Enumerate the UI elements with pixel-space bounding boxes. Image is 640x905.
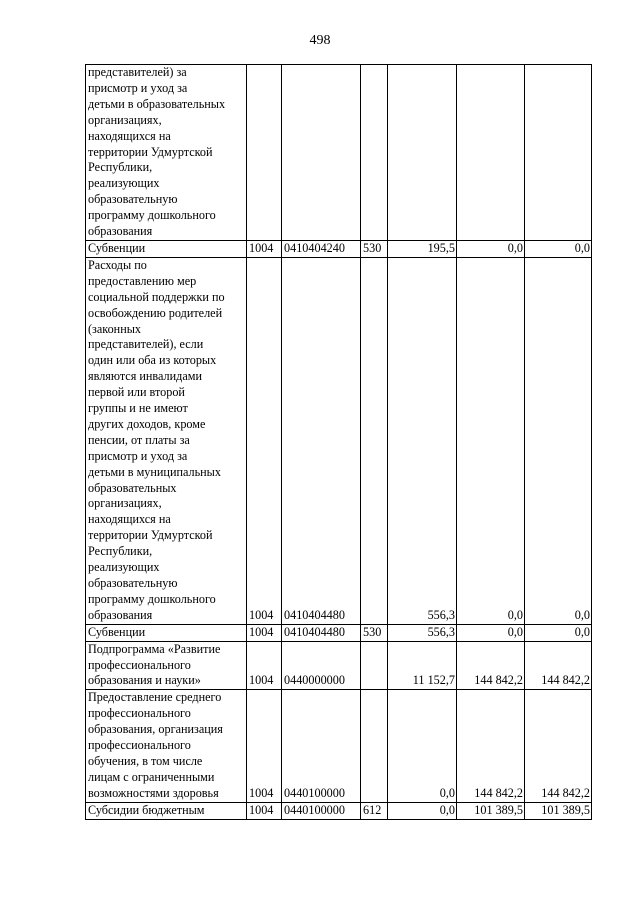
row-description: Предоставление среднего профессионального образования, организация профессионального обучения, в том числе лицам с ограниченными возможностями здоровья [86, 690, 247, 802]
section-code: 1004 [247, 257, 282, 624]
amount-year-3: 144 842,2 [525, 690, 592, 802]
page-number: 498 [309, 33, 331, 48]
amount-year-2: 101 389,5 [457, 802, 525, 819]
expense-type-code [361, 65, 388, 241]
row-description: Субвенции [86, 240, 247, 257]
row-description: Субвенции [86, 624, 247, 641]
expense-type-code: 530 [361, 240, 388, 257]
amount-year-1: 556,3 [388, 624, 457, 641]
target-article-code [282, 65, 361, 241]
table-row [86, 802, 592, 819]
table-row [86, 641, 592, 690]
table-row [86, 65, 592, 241]
amount-year-1: 195,5 [388, 240, 457, 257]
expense-type-code [361, 641, 388, 690]
amount-year-3 [525, 65, 592, 241]
budget-table-body [86, 65, 592, 820]
section-code: 1004 [247, 641, 282, 690]
expense-type-code: 530 [361, 624, 388, 641]
table-row [86, 690, 592, 802]
target-article-code: 0440100000 [282, 690, 361, 802]
amount-year-3: 0,0 [525, 240, 592, 257]
expense-type-code [361, 257, 388, 624]
section-code: 1004 [247, 624, 282, 641]
amount-year-3: 0,0 [525, 624, 592, 641]
amount-year-2: 0,0 [457, 257, 525, 624]
amount-year-1: 0,0 [388, 690, 457, 802]
table-row [86, 240, 592, 257]
expense-type-code: 612 [361, 802, 388, 819]
section-code: 1004 [247, 802, 282, 819]
row-description: Подпрограмма «Развитие профессионального образования и науки» [86, 641, 247, 690]
table-row [86, 257, 592, 624]
amount-year-2 [457, 65, 525, 241]
target-article-code: 0410404240 [282, 240, 361, 257]
row-description: Субсидии бюджетным [86, 802, 247, 819]
table-row [86, 624, 592, 641]
amount-year-3: 101 389,5 [525, 802, 592, 819]
amount-year-1: 11 152,7 [388, 641, 457, 690]
target-article-code: 0410404480 [282, 257, 361, 624]
amount-year-2: 0,0 [457, 240, 525, 257]
target-article-code: 0440100000 [282, 802, 361, 819]
row-description: представителей) за присмотр и уход за детьми в образовательных организациях, находящихся на территории Удмуртской Республики, реализующих образовательную программу дошкольного образования [86, 65, 247, 241]
amount-year-1: 556,3 [388, 257, 457, 624]
target-article-code: 0440000000 [282, 641, 361, 690]
target-article-code: 0410404480 [282, 624, 361, 641]
row-description: Расходы по предоставлению мер социальной поддержки по освобождению родителей (законных представителей), если один или оба из которых являются инвалидами первой или второй группы и не имеют других доходов, кроме пенсии, от платы за присмотр и уход за детьми в муниципальных образовательных организациях, находящихся на территории Удмуртской Республики, реализующих образовательную программу дошкольного образования [86, 257, 247, 624]
budget-table [85, 64, 592, 820]
amount-year-2: 144 842,2 [457, 690, 525, 802]
amount-year-2: 144 842,2 [457, 641, 525, 690]
expense-type-code [361, 690, 388, 802]
section-code: 1004 [247, 240, 282, 257]
section-code [247, 65, 282, 241]
amount-year-2: 0,0 [457, 624, 525, 641]
section-code: 1004 [247, 690, 282, 802]
amount-year-1: 0,0 [388, 802, 457, 819]
amount-year-3: 0,0 [525, 257, 592, 624]
amount-year-1 [388, 65, 457, 241]
amount-year-3: 144 842,2 [525, 641, 592, 690]
